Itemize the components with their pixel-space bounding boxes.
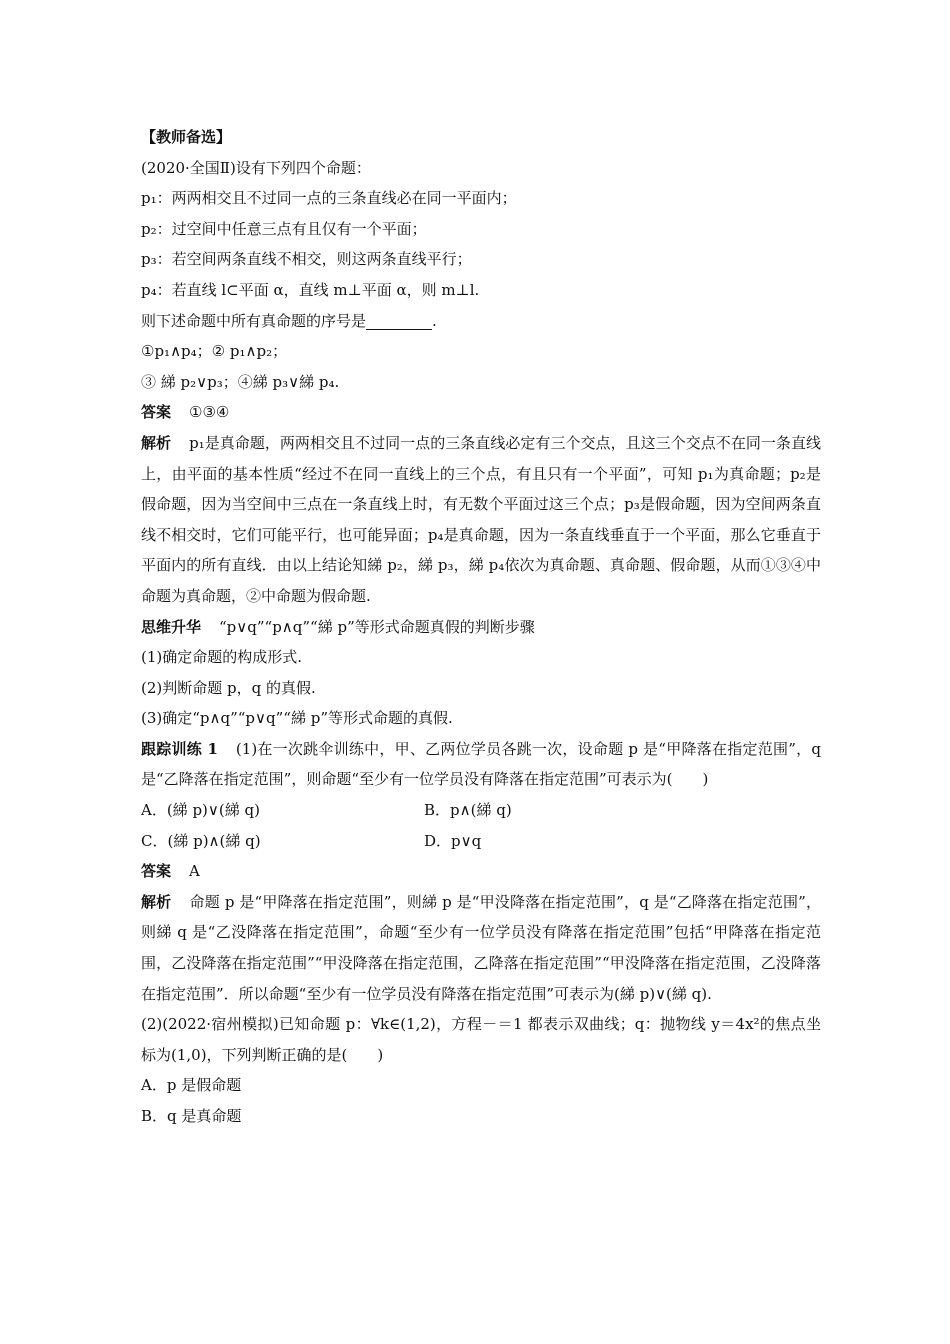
proposition-p4: p₄：若直线 l⊂平面 α，直线 m⊥平面 α，则 m⊥l. <box>141 280 480 299</box>
practice-analysis-block <box>141 887 821 1009</box>
answer-blank <box>366 311 432 330</box>
proposition-p1: p₁：两两相交且不过同一点的三条直线必在同一平面内； <box>141 189 517 208</box>
option-a[interactable]: A．p 是假命题 <box>141 1076 242 1095</box>
options-line-1: ①p₁∧p₄；② p₁∧p₂； <box>141 342 288 361</box>
practice-answer-row <box>141 856 821 887</box>
options-row <box>141 826 821 857</box>
option-c[interactable]: C．(綈 p)∧(綈 q) <box>141 831 261 850</box>
summary-title: “p∨q”“p∧q”“綈 p”等形式命题真假的判断步骤 <box>219 617 535 636</box>
summary-title-row <box>141 612 821 643</box>
practice-answer-label: 答案 <box>141 862 172 881</box>
question-line <box>141 306 821 337</box>
summary-step: (3)确定“p∧q”“p∨q”“綈 p”等形式命题的真假. <box>141 709 453 728</box>
section-heading: 【教师备选】 <box>141 128 232 146</box>
option-b[interactable]: B．p∧(綈 q) <box>424 801 512 820</box>
question-suffix: . <box>432 311 437 330</box>
proposition-p3: p₃：若空间两条直线不相交，则这两条直线平行； <box>141 250 472 269</box>
answer-value: ①③④ <box>189 403 230 422</box>
option-b[interactable]: B．q 是真命题 <box>141 1107 242 1125</box>
proposition-p2: p₂：过空间中任意三点有且仅有一个平面； <box>141 219 427 238</box>
option-a[interactable]: A．(綈 p)∨(綈 q) <box>141 801 260 820</box>
options-line-2: ③ 綈 p₂∨p₃；④綈 p₃∨綈 p₄. <box>141 372 340 391</box>
content-column <box>141 122 821 1132</box>
answer-label: 答案 <box>141 403 172 422</box>
analysis-label: 解析 <box>141 433 172 452</box>
practice-answer-value: A <box>189 862 200 881</box>
option-d[interactable]: D．p∨q <box>424 831 482 850</box>
summary-step: (1)确定命题的构成形式. <box>141 648 303 667</box>
practice-question-2: (2)(2022·宿州模拟)已知命题 p：∀k∈(1,2)，方程－＝1 都表示双曲线；q：抛物线 y＝4x²的焦点坐标为(1,0)，下列判断正确的是( ) <box>141 1015 821 1064</box>
practice-analysis-label: 解析 <box>141 892 172 911</box>
question-prefix: 则下述命题中所有真命题的序号是 <box>141 311 367 330</box>
practice-q1-text: (1)在一次跳伞训练中，甲、乙两位学员各跳一次，设命题 p 是“甲降落在指定范围”，q 是“乙降落在指定范围”，则命题“至少有一位学员没有降落在指定范围”可表示为( ) <box>141 739 821 789</box>
analysis-block <box>141 428 821 612</box>
practice-label: 跟踪训练 1 <box>141 739 218 758</box>
summary-label: 思维升华 <box>141 617 202 636</box>
summary-step: (2)判断命题 p，q 的真假. <box>141 678 316 697</box>
practice-analysis-text: 命题 p 是“甲降落在指定范围”，则綈 p 是“甲没降落在指定范围”，q 是“乙降落在指定范围”，则綈 q 是“乙没降落在指定范围”，命题“至少有一位学员没有降落在指定范围”包括“甲降落在指定范围，乙没降落在指定范围”“甲没降落在指定范围，乙降落在指定范围”“甲没降落在指定范围，乙没降落在指定范围”．所以命题“至少有一位学员没有降落在指定范围”可表示为(綈 p)∨(綈 q). <box>141 892 821 1003</box>
problem-intro: (2020·全国Ⅱ)设有下列四个命题： <box>141 158 371 177</box>
practice-question-1 <box>141 734 821 795</box>
analysis-text: p₁是真命题，两两相交且不过同一点的三条直线必定有三个交点，且这三个交点不在同一条直线上，由平面的基本性质“经过不在同一直线上的三个点，有且只有一个平面”，可知 p₁为真命题；p₂是假命题，因为当空间中三点在一条直线上时，有无数个平面过这三个点；p₃是假命题，因为空间两条直线不相交时，它们可能平行，也可能异面；p₄是真命题，因为一条直线垂直于一个平面，那么它垂直于平面内的所有直线．由以上结论知綈 p₂，綈 p₃，綈 p₄依次为真命题、真命题、假命题，从而①③④中命题为真命题，②中命题为假命题. <box>141 433 821 605</box>
options-row <box>141 795 821 826</box>
answer-row <box>141 397 821 428</box>
